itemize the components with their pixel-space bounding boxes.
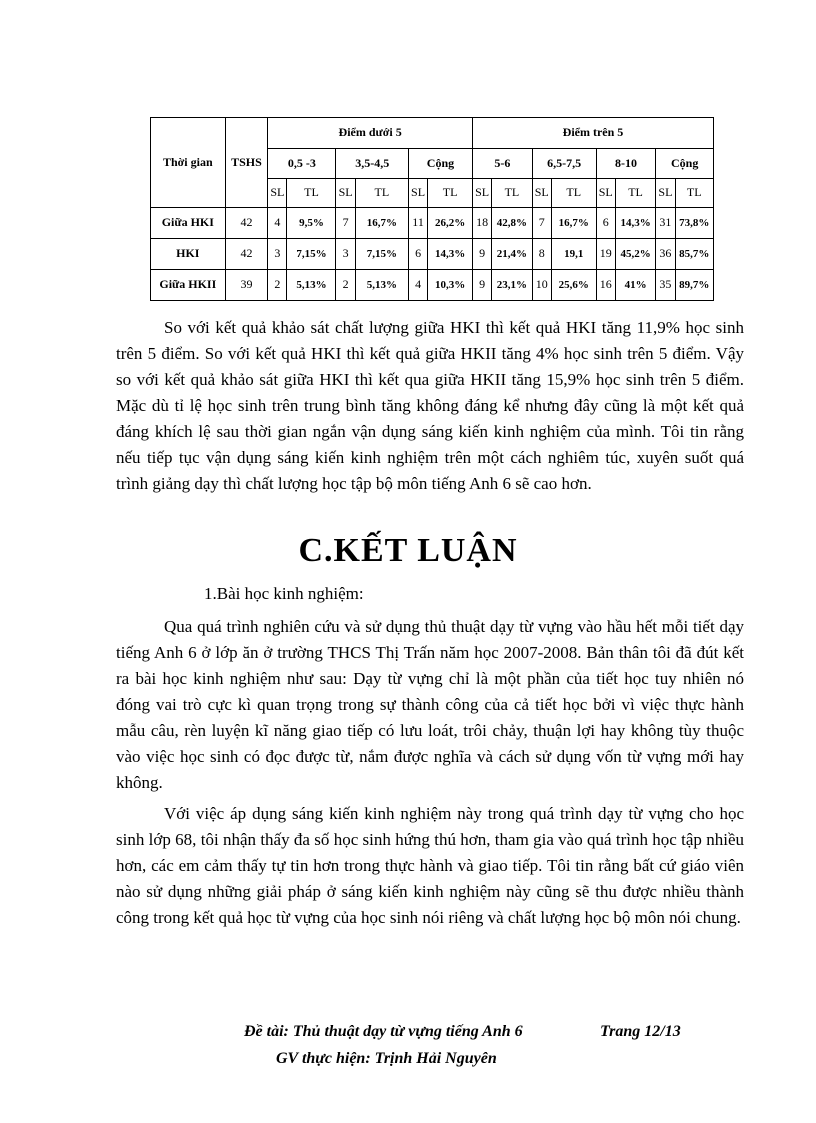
tl-header: TL: [675, 179, 714, 208]
cell-sl: 6: [596, 208, 615, 239]
cell-tl: 16,7%: [355, 208, 408, 239]
cell-tl: 21,4%: [492, 239, 533, 270]
cell-tl: 9,5%: [287, 208, 336, 239]
tl-header: TL: [428, 179, 473, 208]
cell-sl: 4: [408, 270, 427, 301]
section-heading: C.KẾT LUẬN: [298, 532, 518, 569]
cell-sl: 2: [268, 270, 287, 301]
tl-header: TL: [355, 179, 408, 208]
range-header: 5-6: [472, 149, 532, 179]
table-row: [151, 239, 714, 270]
sl-header: SL: [656, 179, 675, 208]
tl-header: TL: [615, 179, 656, 208]
range-header: 6,5-7,5: [532, 149, 596, 179]
cell-sl: 35: [656, 270, 675, 301]
cell-tl: 42,8%: [492, 208, 533, 239]
paragraph-application: Với việc áp dụng sáng kiến kinh nghiệm này trong quá trình dạy từ vựng cho học sinh lớp 68, tôi nhận thấy đa số học sinh hứng thú hơn, tham gia vào quá trình học tập nhiều hơn, các em cảm thấy tự tin hơn trong thực hành và giao tiếp. Tôi tin rằng bất cứ giáo viên nào sử dụng những giải pháp ở sáng kiến kinh nghiệm này cũng sẽ thu được nhiều thành công trong kết quả học từ vựng của học sinh nói riêng và chất lượng học bộ môn nói chung.: [116, 804, 744, 927]
cell-tl: 41%: [615, 270, 656, 301]
header-tshs: TSHS: [225, 118, 268, 208]
cell-sl: 10: [532, 270, 551, 301]
cell-sl: 3: [336, 239, 355, 270]
range-header: 3,5-4,5: [336, 149, 408, 179]
tl-header: TL: [492, 179, 533, 208]
cell-tl: 89,7%: [675, 270, 714, 301]
cell-tl: 16,7%: [551, 208, 596, 239]
cell-tl: 45,2%: [615, 239, 656, 270]
paragraph-results: So với kết quả khảo sát chất lượng giữa HKI thì kết quả HKI tăng 11,9% học sinh trên 5 điểm. So với kết quả HKI thì kết quả giữa HKII tăng 4% học sinh trên 5 điểm. Vậy so với kết quả khảo sát giữa HKI thì kết qua giữa HKII tăng 15,9% học sinh trên 5 điểm. Mặc dù tỉ lệ học sinh trên trung bình tăng không đáng kể nhưng đây cũng là một kết quả đáng khích lệ sau thời gian ngắn vận dụng sáng kiến kinh nghiệm của mình. Tôi tin rằng nếu tiếp tục vận dụng sáng kiến kinh nghiệm trên một cách nghiêm túc, xuyên suốt quá trình giảng dạy thì chất lượng học tập bộ môn tiếng Anh 6 sẽ cao hơn.: [116, 318, 744, 493]
cell-sl: 6: [408, 239, 427, 270]
table-header-row: [151, 118, 714, 149]
range-header: 8-10: [596, 149, 656, 179]
sl-header: SL: [472, 179, 491, 208]
results-table: [150, 117, 714, 301]
cell-tl: 10,3%: [428, 270, 473, 301]
cell-tl: 73,8%: [675, 208, 714, 239]
cell-sl: 4: [268, 208, 287, 239]
subsection-heading: 1.Bài học kinh nghiệm:: [204, 584, 364, 603]
cell-tl: 7,15%: [355, 239, 408, 270]
cell-sl: 3: [268, 239, 287, 270]
table-row: [151, 208, 714, 239]
sl-header: SL: [336, 179, 355, 208]
cell-tl: 14,3%: [428, 239, 473, 270]
cell-tl: 5,13%: [287, 270, 336, 301]
range-header: Cộng: [408, 149, 472, 179]
paragraph-lessons: Qua quá trình nghiên cứu và sử dụng thủ thuật dạy từ vựng vào hầu hết mỗi tiết dạy tiếng Anh 6 ở lớp ăn ở trường THCS Thị Trấn năm học 2007-2008. Bản thân tôi đã đút kết ra bài học kinh nghiệm như sau: Dạy từ vựng chỉ là một phần của tiết học tuy nhiên nó đóng vai trò cực kì quan trọng trong sự thành công của cả tiết học bởi vì việc thực hành mẫu câu, rèn luyện kĩ năng giao tiếp có lưu loát, trôi chảy, thuận lợi hay không tùy thuộc vào việc học sinh có đọc được từ, nắm được nghĩa và cách sử dụng vốn từ vựng mới hay không.: [116, 617, 744, 792]
cell-sl: 11: [408, 208, 427, 239]
cell-sl: 7: [532, 208, 551, 239]
cell-sl: 18: [472, 208, 491, 239]
cell-tl: 26,2%: [428, 208, 473, 239]
cell-tl: 19,1: [551, 239, 596, 270]
cell-tl: 5,13%: [355, 270, 408, 301]
row-tshs: 39: [225, 270, 268, 301]
footer-page-number: Trang 12/13: [600, 1023, 681, 1040]
cell-sl: 9: [472, 239, 491, 270]
cell-sl: 16: [596, 270, 615, 301]
sl-header: SL: [268, 179, 287, 208]
range-header: 0,5 -3: [268, 149, 336, 179]
cell-tl: 14,3%: [615, 208, 656, 239]
range-header: Cộng: [656, 149, 714, 179]
cell-tl: 25,6%: [551, 270, 596, 301]
tl-header: TL: [551, 179, 596, 208]
cell-sl: 7: [336, 208, 355, 239]
row-label: HKI: [151, 239, 226, 270]
sl-header: SL: [596, 179, 615, 208]
footer-teacher: GV thực hiện: Trịnh Hải Nguyên: [276, 1050, 497, 1067]
cell-tl: 85,7%: [675, 239, 714, 270]
header-below-5: Điểm dưới 5: [268, 118, 473, 149]
cell-sl: 9: [472, 270, 491, 301]
tl-header: TL: [287, 179, 336, 208]
header-time: Thời gian: [151, 118, 226, 208]
sl-header: SL: [532, 179, 551, 208]
header-above-5: Điểm trên 5: [472, 118, 713, 149]
cell-sl: 2: [336, 270, 355, 301]
table-row: [151, 270, 714, 301]
sl-header: SL: [408, 179, 427, 208]
row-label: Giữa HKI: [151, 208, 226, 239]
row-label: Giữa HKII: [151, 270, 226, 301]
row-tshs: 42: [225, 239, 268, 270]
cell-sl: 36: [656, 239, 675, 270]
cell-tl: 23,1%: [492, 270, 533, 301]
cell-sl: 8: [532, 239, 551, 270]
cell-sl: 31: [656, 208, 675, 239]
row-tshs: 42: [225, 208, 268, 239]
cell-sl: 19: [596, 239, 615, 270]
cell-tl: 7,15%: [287, 239, 336, 270]
footer-topic: Đề tài: Thủ thuật dạy từ vựng tiếng Anh 6: [244, 1023, 523, 1040]
